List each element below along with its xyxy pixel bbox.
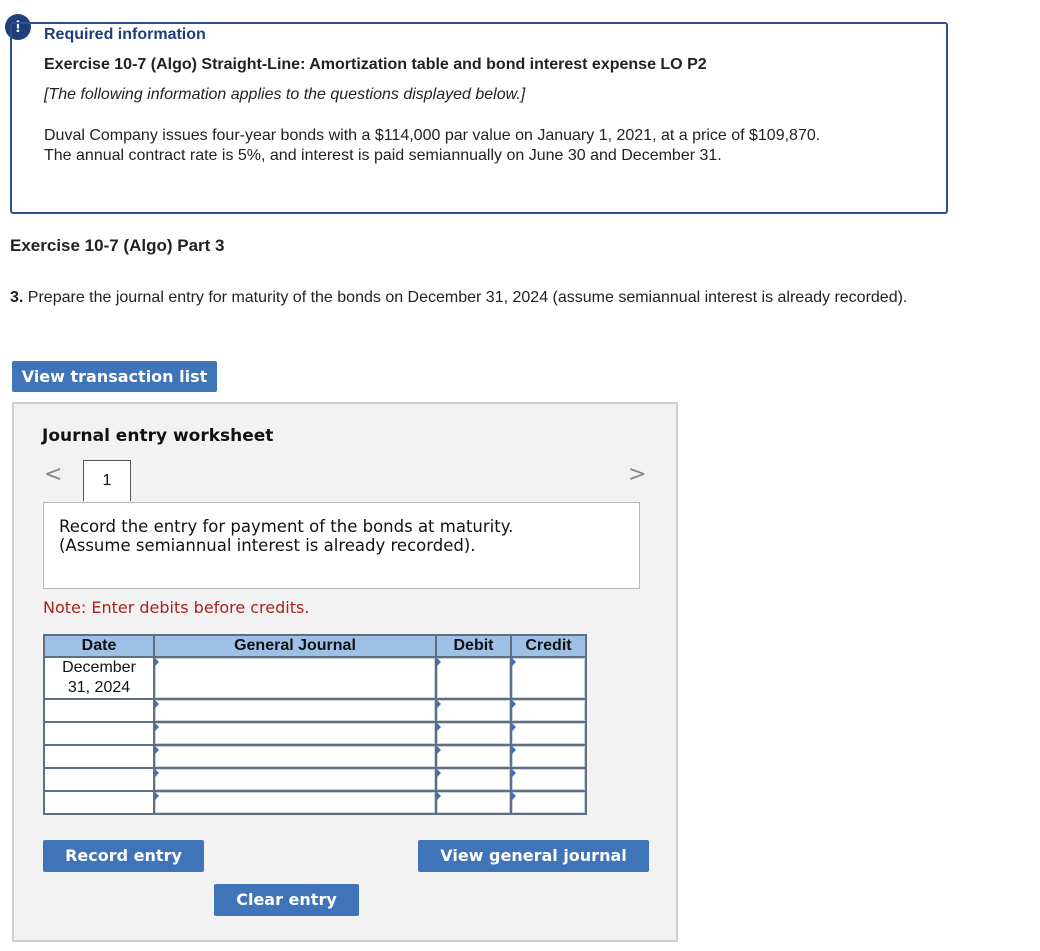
- debit-input[interactable]: [436, 791, 511, 814]
- table-row: [44, 657, 586, 699]
- account-input[interactable]: [154, 791, 436, 814]
- journal-entry-worksheet: [12, 402, 678, 942]
- date-cell: [44, 791, 154, 814]
- credit-input[interactable]: [511, 745, 586, 768]
- next-arrow-icon[interactable]: >: [628, 462, 647, 487]
- question-body: Prepare the journal entry for maturity of the bonds on December 31, 2024 (assume semiannual interest is already recorded).: [23, 289, 908, 306]
- credit-input[interactable]: [511, 657, 586, 699]
- debit-input[interactable]: [436, 699, 511, 722]
- table-row: [44, 745, 586, 768]
- problem-description: [44, 126, 914, 166]
- entry-instruction: [59, 517, 619, 555]
- instruction-line-1: Record the entry for payment of the bonds at maturity.: [59, 517, 514, 536]
- account-input[interactable]: [154, 745, 436, 768]
- credit-input[interactable]: [511, 791, 586, 814]
- date-line-2: 31, 2024: [67, 679, 131, 696]
- account-input[interactable]: [154, 699, 436, 722]
- alert-icon: !: [5, 14, 31, 40]
- description-line-2: The annual contract rate is 5%, and interest is paid semiannually on June 30 and December 31.: [44, 147, 722, 164]
- header-credit: Credit: [511, 635, 586, 657]
- date-cell: [44, 768, 154, 791]
- table-row: [44, 699, 586, 722]
- debit-input[interactable]: [436, 768, 511, 791]
- worksheet-title: Journal entry worksheet: [42, 426, 274, 446]
- account-input[interactable]: [154, 768, 436, 791]
- debit-input[interactable]: [436, 722, 511, 745]
- header-date: Date: [44, 635, 154, 657]
- date-line-1: December: [62, 659, 136, 676]
- instruction-line-2: (Assume semiannual interest is already recorded).: [59, 536, 476, 555]
- date-cell: [44, 657, 154, 699]
- table-header-row: [44, 635, 586, 657]
- account-input[interactable]: [154, 722, 436, 745]
- date-cell: [44, 745, 154, 768]
- table-row: [44, 768, 586, 791]
- table-row: [44, 791, 586, 814]
- credit-input[interactable]: [511, 699, 586, 722]
- view-general-journal-button[interactable]: View general journal: [418, 840, 649, 872]
- date-cell: [44, 699, 154, 722]
- description-line-1: Duval Company issues four-year bonds with a $114,000 par value on January 1, 2021, at a price of $109,870.: [44, 127, 821, 144]
- debit-input[interactable]: [436, 657, 511, 699]
- page-tab-1[interactable]: 1: [83, 460, 131, 501]
- date-cell: [44, 722, 154, 745]
- table-row: [44, 722, 586, 745]
- view-transaction-list-button[interactable]: View transaction list: [12, 361, 217, 392]
- header-general-journal: General Journal: [154, 635, 436, 657]
- required-info-title: Required information: [44, 26, 206, 43]
- debit-credit-note: Note: Enter debits before credits.: [43, 598, 310, 617]
- record-entry-button[interactable]: Record entry: [43, 840, 204, 872]
- question-number: 3.: [10, 289, 24, 306]
- credit-input[interactable]: [511, 768, 586, 791]
- following-info-note: [The following information applies to the questions displayed below.]: [44, 86, 526, 103]
- credit-input[interactable]: [511, 722, 586, 745]
- header-debit: Debit: [436, 635, 511, 657]
- question-text: [10, 288, 940, 308]
- account-input[interactable]: [154, 657, 436, 699]
- part-title: Exercise 10-7 (Algo) Part 3: [10, 236, 225, 255]
- debit-input[interactable]: [436, 745, 511, 768]
- entry-instruction-box: [43, 502, 640, 589]
- clear-entry-button[interactable]: Clear entry: [214, 884, 359, 916]
- exercise-title: Exercise 10-7 (Algo) Straight-Line: Amortization table and bond interest expense LO P2: [44, 56, 707, 73]
- journal-table: [43, 634, 587, 815]
- required-information-box: [10, 22, 948, 214]
- prev-arrow-icon[interactable]: <: [44, 462, 63, 487]
